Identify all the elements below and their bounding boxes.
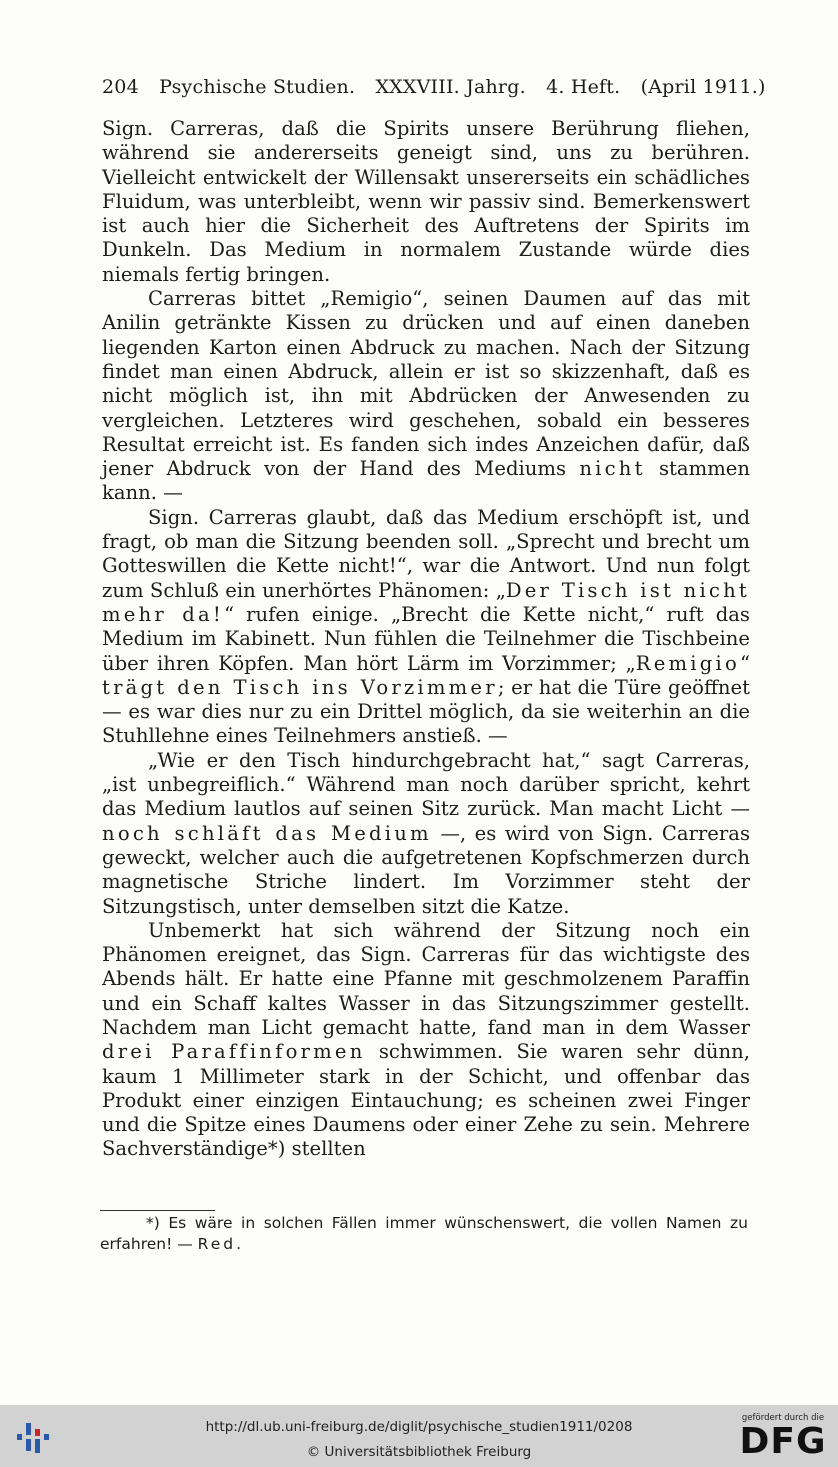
paragraph: [102, 749, 750, 919]
footnote: [100, 1213, 748, 1255]
paragraph: [102, 919, 750, 1162]
spaced-emphasis: noch schläft das Medium: [102, 821, 432, 845]
text-run: „Wie er den Tisch hindurchgebracht hat,“ sagt Carreras, „ist unbegreiflich.“ Während man noch darüber spricht, kehrt das Medium lautlos auf seinen Sitz zurück. Man macht Licht —: [102, 748, 750, 821]
issue-label: 4. Heft.: [546, 76, 621, 98]
issue-date: (April 1911.): [640, 76, 766, 98]
spaced-emphasis: nicht: [579, 457, 646, 481]
viewer-footer-bar: [0, 1405, 838, 1467]
footnote-text: *) Es wäre in solchen Fällen immer wünschenswert, die vollen Namen zu erfahren! —: [100, 1214, 748, 1253]
text-run: schwimmen. Sie waren sehr dünn, kaum 1 Millimeter stark in der Schicht, und offenbar das Produkt einer einzigen Eintauchung; es scheinen zwei Finger und die Spitze eines Daumens oder einer Zehe zu sein. Mehrere Sachverständige*) stellten: [102, 1040, 751, 1161]
text-run: —, es wird von Sign. Carreras geweckt, welcher auch die aufgetretenen Kopfschmerzen durch magnetische Striche lindert. Im Vorzimmer steht der Sitzungstisch, unter demselben sitzt die Katze.: [102, 821, 750, 918]
text-run: Sign. Carreras, daß die Spirits unsere Berührung fliehen, während sie andererseits geneigt sind, uns zu berühren. Vielleicht entwickelt der Willensakt unsererseits ein schädliches Fluidum, was unterbleibt, wenn wir passiv sind. Bemerkenswert ist auch hier die Sicherheit des Auftretens der Spirits im Dunkeln. Das Medium in normalem Zustande würde dies niemals fertig bringen.: [102, 117, 750, 286]
spaced-emphasis: Remigio: [635, 651, 740, 675]
text-run: “: [739, 651, 750, 675]
text-run: Carreras bittet „Remigio“, seinen Daumen auf das mit Anilin getränkte Kissen zu drücken und auf einen daneben liegenden Karton einen Abdruck zu machen. Nach der Sitzung findet man einen Abdruck, allein er ist so skizzenhaft, daß es nicht möglich ist, ihn mit Abdrücken der Anwesenden zu vergleichen. Letzteres wird geschehen, sobald ein besseres Resultat erreicht ist. Es fanden sich indes Anzeichen dafür, daß jener Abdruck von der Hand des Mediums: [102, 287, 750, 481]
text-run: stammen kann. —: [102, 457, 750, 505]
dfg-label: gefördert durch die: [741, 1413, 825, 1423]
text-run: Sign. Carreras glaubt, daß das Medium erschöpft ist, und fragt, ob man die Sitzung beenden soll. „Sprecht und brecht um Gotteswillen die Kette nicht!“, war die Antwort. Und nun folgt zum Schluß ein unerhörtes Phänomen: „: [102, 505, 750, 602]
copyright-notice: © Universitätsbibliothek Freiburg: [306, 1444, 532, 1460]
permalink-url[interactable]: http://dl.ub.uni-freiburg.de/diglit/psychische_studien1911/0208: [205, 1419, 633, 1435]
running-header: [102, 76, 766, 98]
paragraph: [102, 117, 750, 287]
dfg-logo-icon: DFG: [739, 1421, 827, 1462]
body-text: [102, 117, 750, 1162]
volume-label: XXXVIII. Jahrg.: [375, 76, 526, 98]
paragraph: [102, 287, 750, 506]
paragraph: [102, 506, 750, 749]
text-run: “ rufen einige. „Brecht die Kette nicht,“ ruft das Medium im Kabinett. Nun fühlen die Teilnehmer die Tischbeine über ihren Köpfen. Man hört Lärm im Vorzimmer; „: [102, 602, 750, 675]
page-number: 204: [102, 76, 139, 98]
dfg-badge: [738, 1413, 828, 1463]
text-run: ; er hat die Türe geöffnet — es war dies nur zu ein Drittel möglich, da sie weiterhin an die Stuhllehne eines Teilnehmers anstieß. —: [102, 675, 750, 748]
spaced-emphasis: drei Paraffinformen: [102, 1040, 366, 1064]
footnote-rule: [100, 1210, 215, 1211]
spaced-emphasis: trägt den Tisch ins Vorzimmer: [102, 675, 498, 699]
footnote-signature: Red.: [197, 1235, 245, 1253]
text-run: Unbemerkt hat sich während der Sitzung noch ein Phänomen ereignet, das Sign. Carreras für das wichtigste des Abends hält. Er hatte eine Pfanne mit geschmolzenem Paraffin und ein Schaff kaltes Wasser in das Sitzungszimmer gestellt. Nachdem man Licht gemacht hatte, fand man in dem Wasser: [102, 918, 750, 1039]
journal-title: Psychische Studien.: [159, 76, 356, 98]
spaced-emphasis: Der Tisch ist nicht mehr da!: [102, 578, 750, 626]
